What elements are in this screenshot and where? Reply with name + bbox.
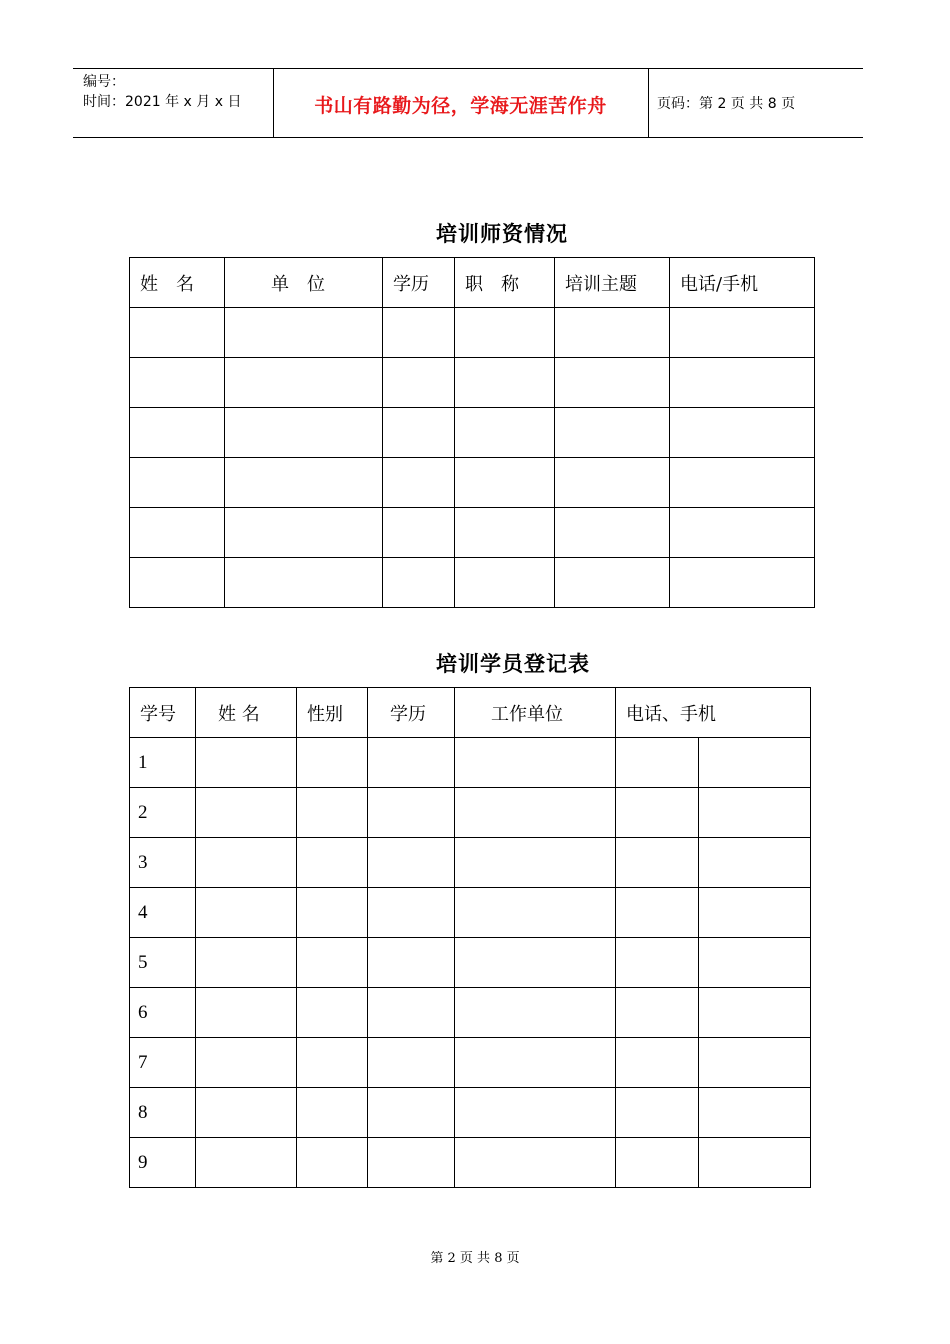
table-cell[interactable]: [670, 308, 815, 358]
table-cell[interactable]: [616, 888, 699, 938]
table-row: [130, 738, 811, 788]
table-cell[interactable]: [455, 988, 616, 1038]
row-number: 8: [130, 1088, 196, 1138]
table-cell[interactable]: [297, 838, 368, 888]
teachers-table: [129, 257, 815, 608]
table-cell[interactable]: [368, 988, 455, 1038]
table-cell[interactable]: [196, 1138, 297, 1188]
table-cell[interactable]: [670, 558, 815, 608]
row-number: 3: [130, 838, 196, 888]
header-motto-cell: [273, 69, 649, 137]
table-row: [130, 558, 815, 608]
table-cell[interactable]: [297, 1088, 368, 1138]
teachers-title: 培训师资情况: [436, 221, 568, 246]
table-cell[interactable]: [616, 838, 699, 888]
col-header-phone: 电话/手机: [670, 258, 815, 308]
table-cell[interactable]: [383, 308, 455, 358]
table-cell[interactable]: [297, 1138, 368, 1188]
date-label: 时间：2021 年 x 月 x 日: [83, 94, 242, 110]
table-cell[interactable]: [383, 558, 455, 608]
table-cell[interactable]: [368, 1088, 455, 1138]
table-cell[interactable]: [455, 738, 616, 788]
table-cell[interactable]: [616, 1138, 699, 1188]
table-cell[interactable]: [196, 838, 297, 888]
table-cell[interactable]: [699, 1138, 811, 1188]
table-cell[interactable]: [455, 838, 616, 888]
table-cell[interactable]: [383, 408, 455, 458]
table-cell[interactable]: [368, 1038, 455, 1088]
students-title: 培训学员登记表: [436, 651, 590, 676]
table-row: [130, 458, 815, 508]
page-label: 页码：第 2 页 共 8 页: [657, 96, 796, 112]
table-cell[interactable]: [670, 508, 815, 558]
table-cell[interactable]: [297, 988, 368, 1038]
table-cell[interactable]: [555, 508, 670, 558]
col-header-gender: 性别: [297, 688, 368, 738]
table-cell[interactable]: [455, 508, 555, 558]
table-cell[interactable]: [225, 358, 383, 408]
table-row: [130, 358, 815, 408]
table-cell[interactable]: [196, 788, 297, 838]
table-cell[interactable]: [225, 308, 383, 358]
header-page-cell: [649, 69, 863, 137]
teachers-header-row: [130, 258, 815, 308]
table-cell[interactable]: [130, 308, 225, 358]
table-cell[interactable]: [699, 838, 811, 888]
table-cell[interactable]: [699, 988, 811, 1038]
page-footer: 第 2 页 共 8 页: [430, 1251, 520, 1266]
table-cell[interactable]: [699, 738, 811, 788]
table-cell[interactable]: [670, 358, 815, 408]
table-row: [130, 988, 811, 1038]
table-cell[interactable]: [670, 408, 815, 458]
table-cell[interactable]: [297, 788, 368, 838]
table-row: [130, 1038, 811, 1088]
table-cell[interactable]: [297, 1038, 368, 1088]
table-cell[interactable]: [368, 738, 455, 788]
table-cell[interactable]: [130, 408, 225, 458]
table-cell[interactable]: [455, 1038, 616, 1088]
row-number: 6: [130, 988, 196, 1038]
serial-label: 编号：: [83, 74, 125, 90]
table-cell[interactable]: [616, 938, 699, 988]
col-header-title: 职 称: [455, 258, 555, 308]
table-cell[interactable]: [699, 1038, 811, 1088]
students-table: [129, 687, 811, 1188]
table-cell[interactable]: [699, 888, 811, 938]
table-cell[interactable]: [383, 458, 455, 508]
table-cell[interactable]: [196, 988, 297, 1038]
table-cell[interactable]: [455, 308, 555, 358]
table-cell[interactable]: [130, 558, 225, 608]
row-number: 1: [130, 738, 196, 788]
table-cell[interactable]: [455, 1088, 616, 1138]
table-cell[interactable]: [196, 888, 297, 938]
motto-text: 书山有路勤为径，学海无涯苦作舟: [314, 95, 607, 117]
table-cell[interactable]: [225, 508, 383, 558]
table-cell[interactable]: [670, 458, 815, 508]
table-row: [130, 888, 811, 938]
table-cell[interactable]: [130, 508, 225, 558]
row-number: 4: [130, 888, 196, 938]
col-header-education: 学历: [383, 258, 455, 308]
table-cell[interactable]: [699, 788, 811, 838]
table-cell[interactable]: [297, 738, 368, 788]
row-number: 5: [130, 938, 196, 988]
table-cell[interactable]: [130, 458, 225, 508]
table-row: [130, 1138, 811, 1188]
row-number: 7: [130, 1038, 196, 1088]
col-header-student-education: 学历: [368, 688, 455, 738]
table-cell[interactable]: [225, 458, 383, 508]
table-cell[interactable]: [555, 308, 670, 358]
header-meta-cell: [73, 69, 274, 137]
table-cell[interactable]: [297, 938, 368, 988]
table-cell[interactable]: [383, 358, 455, 408]
table-cell[interactable]: [455, 788, 616, 838]
table-cell[interactable]: [555, 558, 670, 608]
col-header-student-phone: 电话、手机: [616, 688, 811, 738]
table-cell[interactable]: [455, 888, 616, 938]
col-header-workplace: 工作单位: [455, 688, 616, 738]
row-number: 2: [130, 788, 196, 838]
table-cell[interactable]: [616, 738, 699, 788]
table-cell[interactable]: [196, 938, 297, 988]
table-cell[interactable]: [225, 408, 383, 458]
table-cell[interactable]: [225, 558, 383, 608]
table-cell[interactable]: [616, 988, 699, 1038]
table-cell[interactable]: [555, 408, 670, 458]
table-row: [130, 408, 815, 458]
table-cell[interactable]: [383, 508, 455, 558]
table-cell[interactable]: [455, 558, 555, 608]
table-cell[interactable]: [368, 888, 455, 938]
table-cell[interactable]: [699, 938, 811, 988]
col-header-student-id: 学号: [130, 688, 196, 738]
table-cell[interactable]: [616, 1088, 699, 1138]
table-cell[interactable]: [616, 788, 699, 838]
table-cell[interactable]: [699, 1088, 811, 1138]
table-row: [130, 508, 815, 558]
table-cell[interactable]: [196, 738, 297, 788]
table-cell[interactable]: [297, 888, 368, 938]
col-header-topic: 培训主题: [555, 258, 670, 308]
table-cell[interactable]: [455, 408, 555, 458]
table-cell[interactable]: [130, 358, 225, 408]
table-cell[interactable]: [196, 1038, 297, 1088]
table-row: [130, 788, 811, 838]
table-cell[interactable]: [555, 358, 670, 408]
table-cell[interactable]: [616, 1038, 699, 1088]
table-cell[interactable]: [368, 938, 455, 988]
table-cell[interactable]: [455, 938, 616, 988]
table-row: [130, 1088, 811, 1138]
page-header: [73, 68, 863, 138]
col-header-name: 姓 名: [130, 258, 225, 308]
table-row: [130, 838, 811, 888]
row-number: 9: [130, 1138, 196, 1188]
table-cell[interactable]: [455, 458, 555, 508]
students-header-row: [130, 688, 811, 738]
table-cell[interactable]: [368, 838, 455, 888]
col-header-unit: 单 位: [225, 258, 383, 308]
table-cell[interactable]: [455, 358, 555, 408]
table-cell[interactable]: [555, 458, 670, 508]
table-row: [130, 938, 811, 988]
table-cell[interactable]: [455, 1138, 616, 1188]
table-cell[interactable]: [368, 1138, 455, 1188]
table-cell[interactable]: [368, 788, 455, 838]
table-row: [130, 308, 815, 358]
table-cell[interactable]: [196, 1088, 297, 1138]
col-header-student-name: 姓 名: [196, 688, 297, 738]
